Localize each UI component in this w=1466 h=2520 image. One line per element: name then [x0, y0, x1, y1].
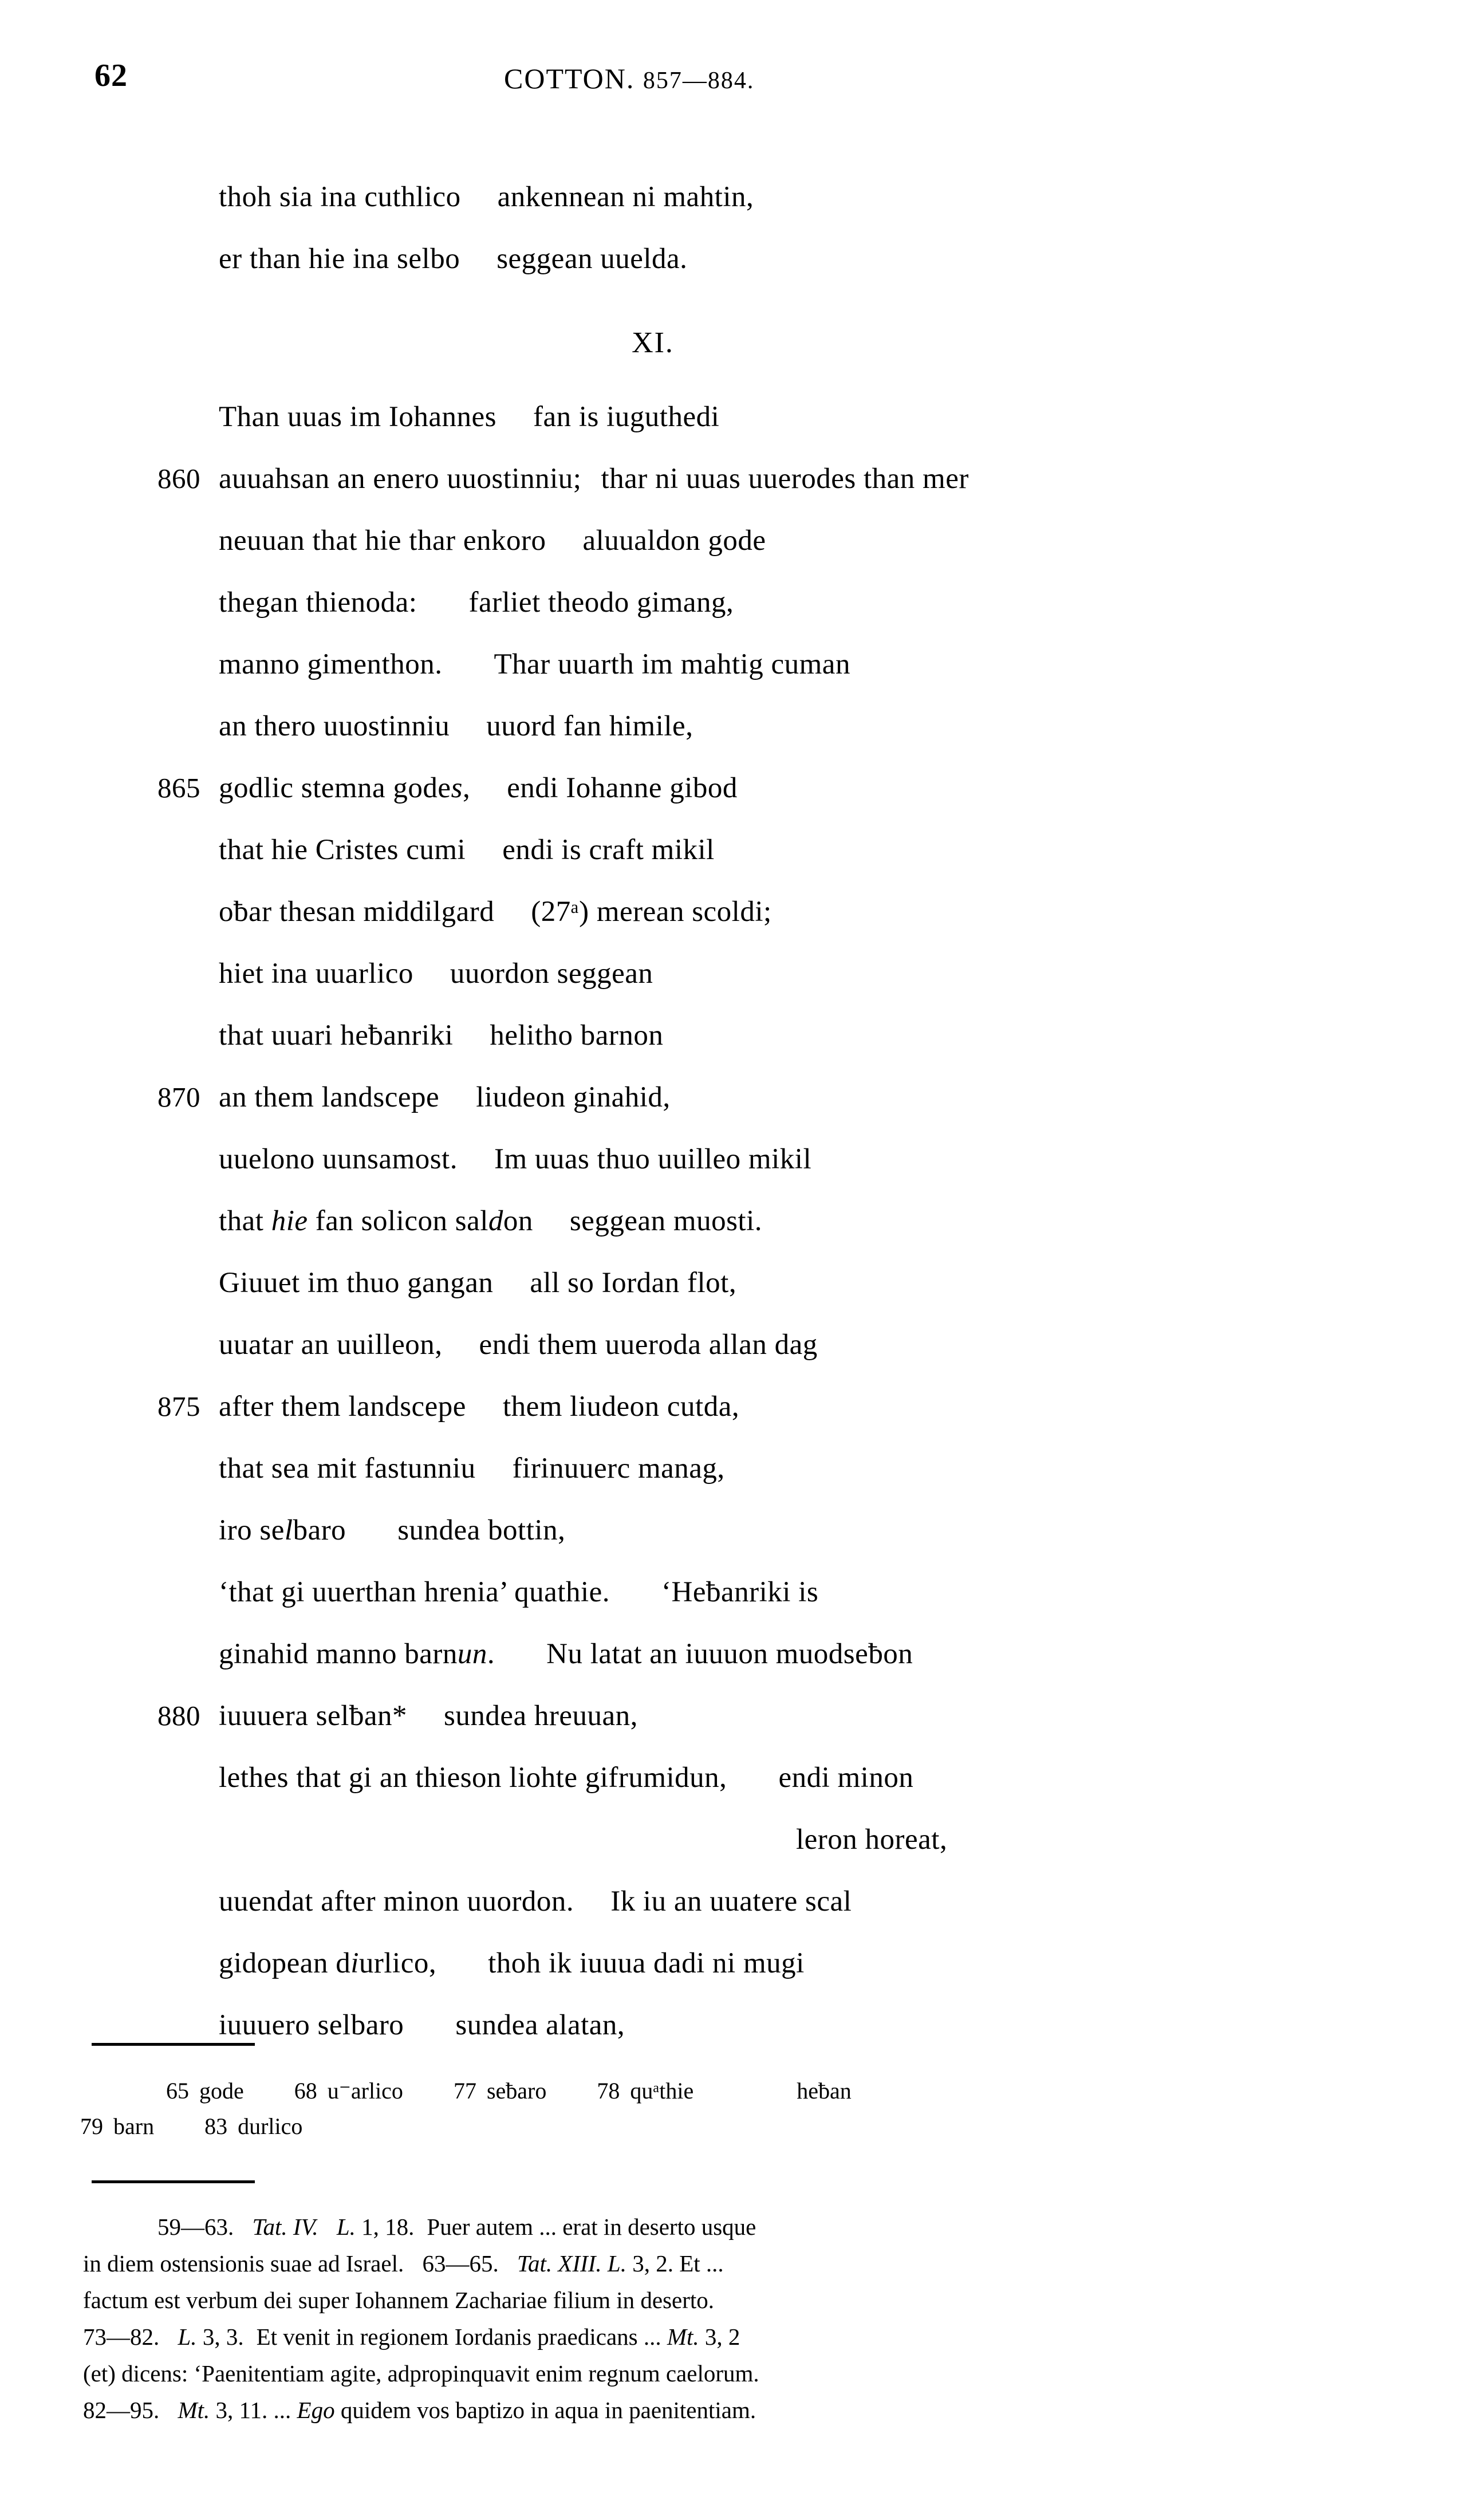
apparatus-entry [454, 2073, 546, 2109]
section-number: XI. [632, 326, 674, 359]
verse-text: iuuuero selbaro sundea alatan, [219, 2009, 625, 2041]
verse-text: that hie Cristes cumi endi is craft mikil [219, 834, 715, 866]
verse-line [0, 166, 1466, 228]
verse-line [0, 1066, 1466, 1128]
verse-text: thegan thienoda: farliet theodo gimang, [219, 586, 734, 619]
verse-text: manno gimenthon. Thar uuarth im mahtig cuman [219, 648, 850, 680]
verse-text: auuahsan an enero uuostinniu; thar ni uuas uuerodes than mer [219, 463, 969, 495]
running-head-manuscript: COTTON. [504, 62, 635, 94]
verse-number: 870 [157, 1081, 200, 1113]
verse-text: an them landscepe liudeon ginahid, [219, 1081, 671, 1113]
source-sigil: Ego [297, 2397, 335, 2423]
verse-text: er than hie ina selbo seggean uuelda. [219, 243, 688, 275]
spacer [0, 377, 1466, 386]
verse-text: uuelono uunsamost. Im uuas thuo uuilleo mikil [219, 1143, 812, 1175]
apparatus-line-number: 65 [166, 2078, 189, 2104]
apparatus-entry [166, 2073, 244, 2109]
verse-line [0, 1252, 1466, 1314]
verse-line [0, 943, 1466, 1005]
italic-letter: s [451, 772, 463, 804]
verse-line [0, 1561, 1466, 1623]
apparatus-entry [80, 2109, 154, 2144]
verse-text: that sea mit fastunniu firinuuerc manag, [219, 1452, 725, 1485]
latin-note-line: 73—82. L. 3, 3. Et venit in regionem Iordanis praedicans ... Mt. 3, 2 [83, 2324, 740, 2350]
apparatus-reading: durlico [238, 2113, 303, 2139]
apparatus-reading: heƀan [797, 2078, 852, 2104]
apparatus-reading: seƀaro [486, 2078, 547, 2104]
apparatus-reading: barn [113, 2113, 155, 2139]
italic-letter: l [284, 1514, 293, 1546]
verse-line [0, 1499, 1466, 1561]
verse-line [0, 1809, 1466, 1871]
apparatus-line [0, 2109, 1466, 2144]
verse-text: ‘that gi uuerthan hrenia’ quathie. ‘Heƀanriki is [219, 1576, 819, 1608]
running-head [0, 57, 1466, 109]
latin-line-range: 82—95. [83, 2397, 160, 2423]
italic-word: hie [271, 1205, 308, 1237]
verse-text: leron horeat, [796, 1824, 948, 1856]
verse-text: iro selbaro sundea bottin, [219, 1514, 566, 1546]
apparatus-line [0, 2073, 1466, 2109]
source-sigil: L. [178, 2324, 197, 2350]
divider-rule-apparatus [92, 2043, 255, 2046]
apparatus-entry [597, 2073, 693, 2109]
latin-note-line: (et) dicens: ‘Paenitentiam agite, adpropinquavit enim regnum caelorum. [83, 2360, 759, 2387]
verse-line [0, 1994, 1466, 2056]
apparatus-criticus [0, 2073, 1466, 2144]
verse-text: neuuan that hie thar enkoro aluualdon gode [219, 525, 766, 557]
verse-text: oƀar thesan middilgard (27ᵃ) merean scoldi; [219, 896, 772, 928]
verse-line [0, 757, 1466, 819]
verse-number: 875 [157, 1391, 200, 1422]
verse-line [0, 1871, 1466, 1932]
apparatus-line-number: 83 [204, 2113, 228, 2139]
verse-text: godlic stemna godes, endi Iohanne gibod [219, 772, 738, 804]
verse-line [0, 1190, 1466, 1252]
verse-text: hiet ina uuarlico uuordon seggean [219, 958, 653, 990]
verse-line [0, 1685, 1466, 1747]
verse-text: uuendat after minon uuordon. Ik iu an uuatere scal [219, 1885, 852, 1917]
verse-number: 880 [157, 1700, 200, 1731]
verse-text: after them landscepe them liudeon cutda, [219, 1391, 740, 1423]
verse-text: thoh sia ina cuthlico ankennean ni mahtin, [219, 181, 754, 213]
latin-note-line: 82—95. Mt. 3, 11. ... Ego quidem vos baptizo in aqua in paenitentiam. [83, 2397, 756, 2423]
running-head-line-range: 857—884. [643, 68, 755, 94]
latin-note-line: in diem ostensionis suae ad Israel. 63—65. Tat. XIII. L. 3, 2. Et ... [83, 2250, 724, 2277]
source-sigil: Tat. XIII. L. [517, 2250, 626, 2277]
verse-line [0, 1005, 1466, 1066]
verse-text: lethes that gi an thieson liohte gifrumidun, endi minon [219, 1762, 914, 1794]
apparatus-entry [204, 2109, 302, 2144]
verse-line [0, 695, 1466, 757]
verse-text: Than uuas im Iohannes fan is iuguthedi [219, 401, 720, 433]
verse-text: iuuuera selƀan* sundea hreuuan, [219, 1700, 638, 1732]
verse-line [0, 1623, 1466, 1685]
verse-line [0, 1376, 1466, 1438]
latin-line-range: 63—65. [422, 2250, 499, 2277]
latin-source-notes [83, 2208, 1394, 2428]
page-number: 62 [94, 58, 128, 93]
apparatus-line-number: 79 [80, 2113, 103, 2139]
verse-text: that uuari heƀanriki helitho barnon [219, 1019, 664, 1052]
verse-line [0, 510, 1466, 572]
spacer [0, 290, 1466, 309]
verse-line [0, 1747, 1466, 1809]
latin-note-line: 59—63. Tat. IV. L. 1, 18. Puer autem ... erat in deserto usque [157, 2214, 756, 2240]
verse-text: uuatar an uuilleon, endi them uueroda allan dag [219, 1329, 818, 1361]
source-sigil: Mt. [178, 2397, 210, 2423]
apparatus-line-number: 68 [294, 2078, 317, 2104]
verse-number: 865 [157, 772, 200, 804]
verse-line [0, 1128, 1466, 1190]
apparatus-entry [294, 2073, 403, 2109]
verse-line [0, 448, 1466, 510]
verse-line [0, 1438, 1466, 1499]
verse-text: that hie fan solicon saldon seggean muosti. [219, 1205, 763, 1237]
apparatus-reading: u⁻arlico [327, 2078, 403, 2104]
italic-letter: d [488, 1205, 503, 1237]
verse-line [0, 228, 1466, 290]
latin-note-line: factum est verbum dei super Iohannem Zachariae filium in deserto. [83, 2287, 715, 2313]
verse-line [0, 881, 1466, 943]
apparatus-reading: quᵃthie [630, 2078, 694, 2104]
verse-text: Giuuet im thuo gangan all so Iordan flot, [219, 1267, 737, 1299]
latin-line-range: 59—63. [157, 2214, 234, 2240]
source-sigil: L. [336, 2214, 356, 2240]
verse-line [0, 819, 1466, 881]
divider-rule-latin-notes [92, 2180, 255, 2183]
verse-line [0, 572, 1466, 633]
verse-text: ginahid manno barnun. Nu latat an iuuuon muodseƀon [219, 1638, 913, 1670]
source-sigil: Tat. IV. [252, 2214, 318, 2240]
verse-text: gidopean diurlico, thoh ik iuuua dadi ni mugi [219, 1947, 805, 1979]
apparatus-line-number: 78 [597, 2078, 620, 2104]
verse-line [0, 1932, 1466, 1994]
apparatus-reading: gode [199, 2078, 244, 2104]
apparatus-line-number: 77 [453, 2078, 476, 2104]
latin-line-range: 73—82. [83, 2324, 160, 2350]
verse-number: 860 [157, 463, 200, 494]
running-head-title [504, 62, 754, 95]
italic-letters: un [457, 1638, 487, 1670]
apparatus-entry [797, 2073, 852, 2109]
verse-line [0, 1314, 1466, 1376]
italic-letter: i [350, 1947, 359, 1979]
verse-line [0, 386, 1466, 448]
source-sigil: Mt. [667, 2324, 699, 2350]
verse-line [0, 633, 1466, 695]
verse-body [0, 166, 1466, 2056]
verse-text: an thero uuostinniu uuord fan himile, [219, 710, 693, 742]
